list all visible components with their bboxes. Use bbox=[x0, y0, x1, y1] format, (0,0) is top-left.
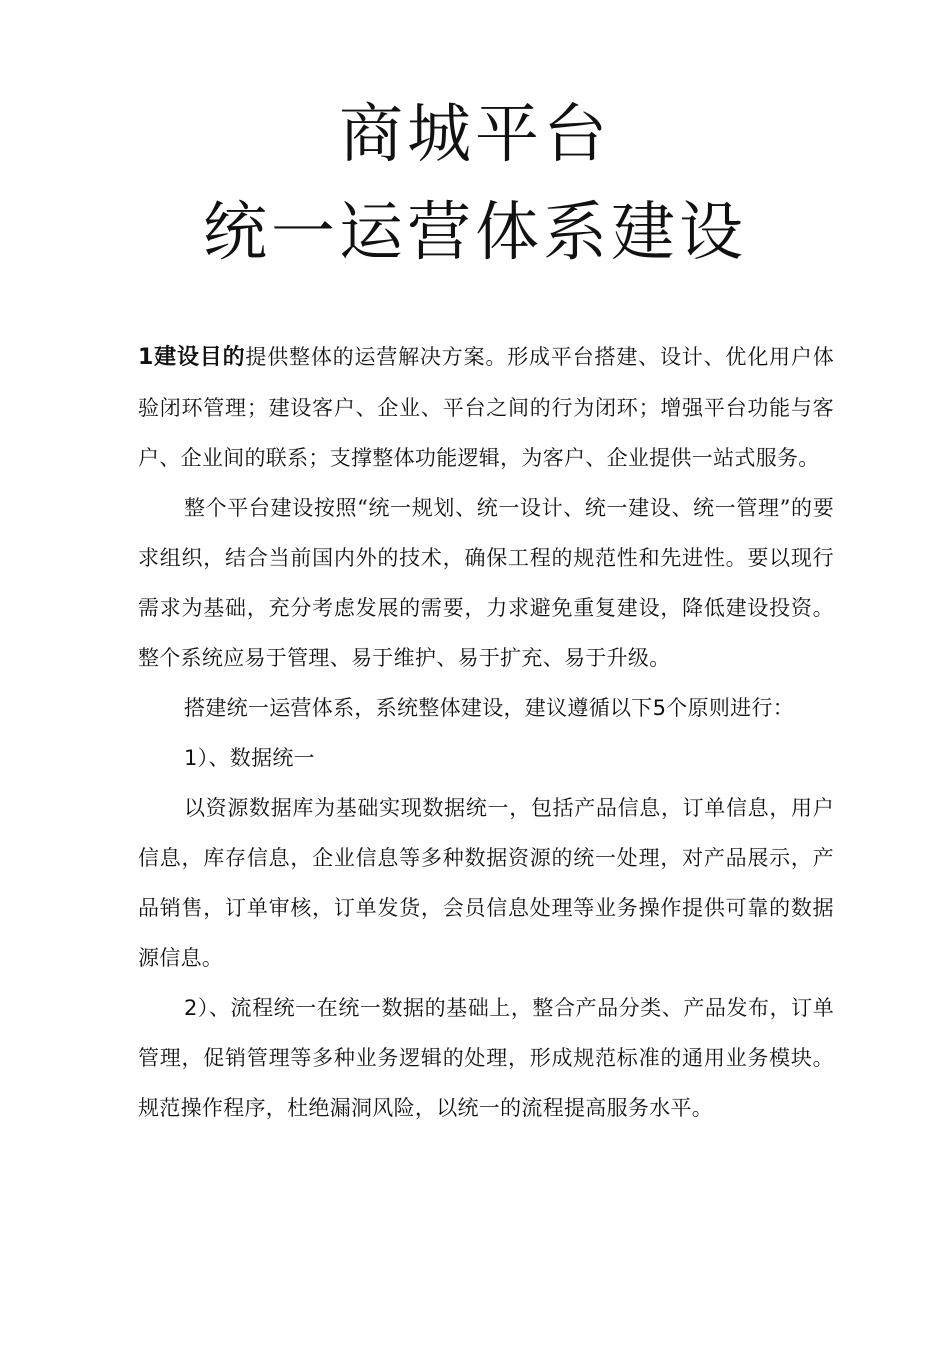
section-1-heading: 建设目的 bbox=[153, 345, 246, 370]
paragraph-principles-intro: 整个平台建设按照“统一规划、统一设计、统一建设、统一管理”的要求组织，结合当前国内外的技术，确保工程的规范性和先进性。要以现行需求为基础，充分考虑发展的需要，力求避免重复建设，降低建设投资。整个系统应易于管理、易于维护、易于扩充、易于升级。 bbox=[138, 496, 834, 670]
paragraph-five-principles bbox=[138, 683, 834, 733]
section-1-paragraph bbox=[138, 332, 834, 483]
five-principles-before: 搭建统一运营体系，系统整体建设，建议遵循以下 bbox=[184, 696, 653, 720]
title-line-2: 统一运营体系建设 bbox=[203, 196, 747, 270]
section-1-number: 1 bbox=[138, 345, 154, 370]
principle-2-text: 流程统一在统一数据的基础上，整合产品分类、产品发布，订单管理，促销管理等多种业务逻辑的处理，形成规范标准的通用业务模块。规范操作程序，杜绝漏洞风险，以统一的流程提高服务水平。 bbox=[138, 996, 834, 1120]
principle-1-text: 以资源数据库为基础实现数据统一，包括产品信息，订单信息，用户信息，库存信息，企业信息等多种数据资源的统一处理，对产品展示，产品销售，订单审核，订单发货，会员信息处理等业务操作提供可靠的数据源信息。 bbox=[138, 796, 834, 970]
principle-2-paragraph bbox=[138, 983, 834, 1133]
section-1-text: 提供整体的运营解决方案。形成平台搭建、设计、优化用户体验闭环管理；建设客户、企业、平台之间的行为闭环；增强平台功能与客户、企业间的联系；支撑整体功能逻辑，为客户、企业提供一站式服务。 bbox=[138, 345, 834, 470]
document-title bbox=[0, 86, 950, 282]
five-principles-count: 5 bbox=[652, 696, 667, 720]
principle-2-number: 2）、 bbox=[184, 996, 231, 1020]
principle-1-title: 数据统一 bbox=[229, 746, 315, 770]
title-line-1: 商城平台 bbox=[339, 98, 611, 172]
principle-1-number: 1）、 bbox=[184, 746, 230, 770]
principle-1-heading bbox=[138, 733, 834, 783]
five-principles-after: 个原则进行： bbox=[666, 696, 795, 720]
document-body bbox=[138, 332, 834, 1133]
